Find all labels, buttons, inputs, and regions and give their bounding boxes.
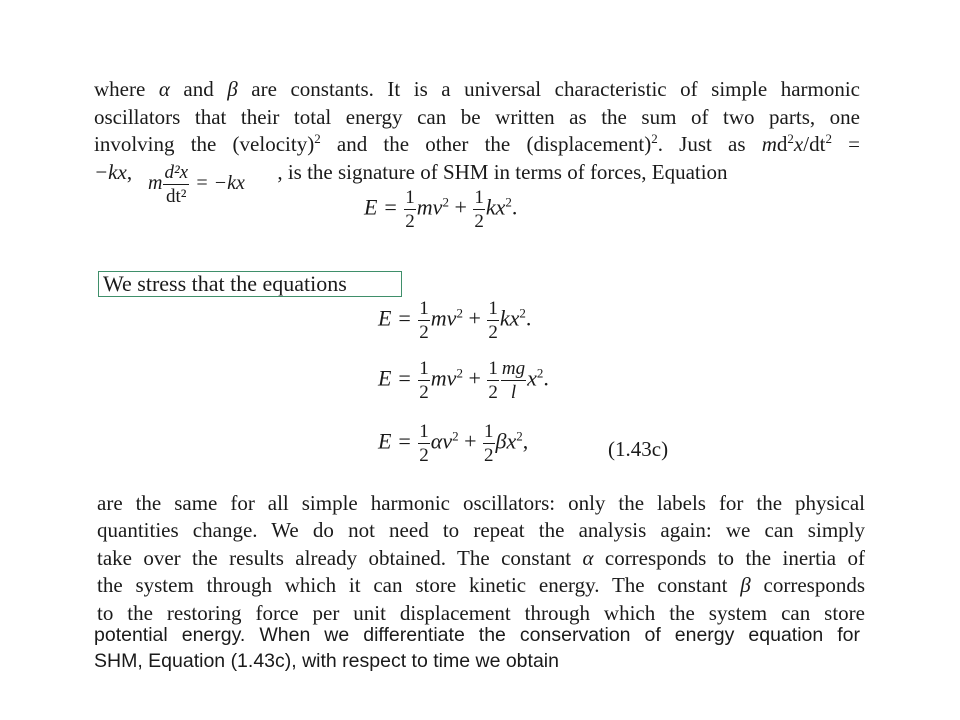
para2-line7: SHM, Equation (1.43c), with respect to time we obtain — [94, 650, 559, 672]
para1-line1: where α and β are constants. It is a universal characteristic of simple harmonic — [94, 77, 860, 101]
energy-equation-1: E = $\frac{1}{2}$ $mv^2$ + $\frac{1}{2}$ $kx^2$. — [378, 298, 532, 343]
energy-equation-2: E = $\frac{1}{2}$ $mv^2$ + $\frac{1}{2}$ $\frac{mg}{l}$ $x^2$. — [378, 358, 549, 403]
para1-line2: oscillators that their total energy can be written as the sum of two parts, one — [94, 105, 860, 129]
inline-force-equation: m $\frac{\text{d²x}}{\text{dt²}}$ = −kx — [148, 162, 245, 207]
para2-line5: to the restoring force per unit displacement through which the system can store — [97, 601, 865, 625]
para2-line6: potential energy. When we differentiate the conservation of energy equation for — [94, 624, 860, 646]
highlighted-text-box: We stress that the equations — [98, 271, 402, 297]
equation-number: (1.43c) — [608, 437, 669, 461]
energy-equation-a: E = $\frac{1}{2}$ $mv^2$ + $\frac{1}{2}$ $kx^2$. — [364, 187, 518, 232]
para2-line4: the system through which it can store kinetic energy. The constant β corresponds — [97, 573, 865, 597]
para1-line3: involving the (velocity)$^2$ and the other the (displacement)$^2$. Just as $md^2x/dt^2$ = — [94, 131, 860, 156]
para1-line4: −kx, , is the signature of SHM in terms of forces, Equation — [94, 160, 728, 184]
para2-line1: are the same for all simple harmonic oscillators: only the labels for the physical — [97, 491, 865, 515]
energy-equation-3: E = $\frac{1}{2}$ $\alpha v^2$ + $\frac{1}{2}$ $\beta x^2$, — [378, 421, 529, 466]
para2-line2: quantities change. We do not need to repeat the analysis again: we can simply — [97, 518, 865, 542]
para2-line3: take over the results already obtained. The constant α corresponds to the inertia of — [97, 546, 865, 570]
